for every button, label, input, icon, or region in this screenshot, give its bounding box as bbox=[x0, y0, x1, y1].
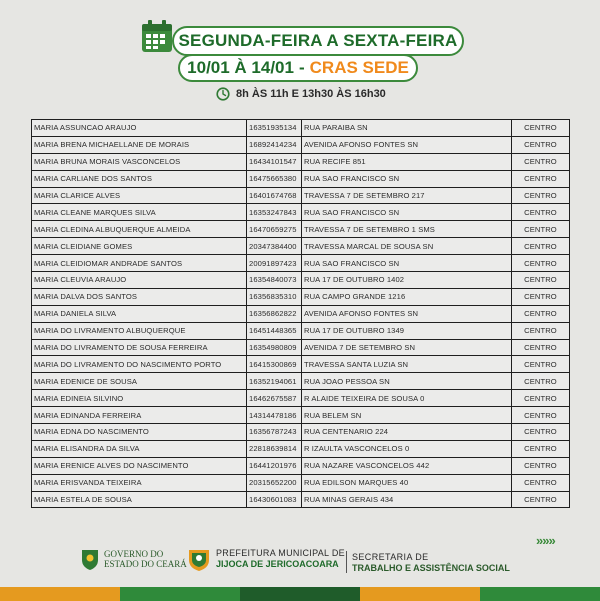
header bbox=[0, 0, 600, 110]
nis-cell: 16470659275 bbox=[247, 221, 302, 238]
name-cell: MARIA ESTELA DE SOUSA bbox=[32, 491, 247, 508]
locality-cell: CENTRO bbox=[512, 305, 570, 322]
nis-cell: 16434101547 bbox=[247, 153, 302, 170]
days-banner: SEGUNDA-FEIRA A SEXTA-FEIRA bbox=[172, 26, 464, 56]
name-cell: MARIA CLEIDIANE GOMES bbox=[32, 238, 247, 255]
name-cell: MARIA CLARICE ALVES bbox=[32, 187, 247, 204]
nis-cell: 22818639814 bbox=[247, 440, 302, 457]
address-cell: RUA PARAIBA SN bbox=[302, 120, 512, 137]
name-cell: MARIA ASSUNCAO ARAUJO bbox=[32, 120, 247, 137]
locality-cell: CENTRO bbox=[512, 136, 570, 153]
beneficiary-table bbox=[31, 119, 569, 508]
nis-cell: 16451448365 bbox=[247, 322, 302, 339]
address-cell: R IZAULTA VASCONCELOS 0 bbox=[302, 440, 512, 457]
address-cell: RUA RECIFE 851 bbox=[302, 153, 512, 170]
name-cell: MARIA EDINEIA SILVINO bbox=[32, 390, 247, 407]
locality-cell: CENTRO bbox=[512, 424, 570, 441]
dates-text: 10/01 À 14/01 bbox=[187, 58, 294, 77]
sec-line2: TRABALHO E ASSISTÊNCIA SOCIAL bbox=[352, 563, 510, 573]
sec-line1: SECRETARIA DE bbox=[352, 552, 429, 562]
footer bbox=[0, 543, 600, 577]
nis-cell: 20315652200 bbox=[247, 474, 302, 491]
nis-cell: 20347384400 bbox=[247, 238, 302, 255]
nis-cell: 16401674768 bbox=[247, 187, 302, 204]
table-row bbox=[32, 474, 570, 491]
name-cell: MARIA DO LIVRAMENTO DO NASCIMENTO PORTO bbox=[32, 356, 247, 373]
pref-line1: PREFEITURA MUNICIPAL DE bbox=[216, 548, 345, 558]
locality-cell: CENTRO bbox=[512, 255, 570, 272]
address-cell: RUA NAZARE VASCONCELOS 442 bbox=[302, 457, 512, 474]
table-row bbox=[32, 322, 570, 339]
name-cell: MARIA ELISANDRA DA SILVA bbox=[32, 440, 247, 457]
locality-cell: CENTRO bbox=[512, 440, 570, 457]
name-cell: MARIA DALVA DOS SANTOS bbox=[32, 288, 247, 305]
name-cell: MARIA DANIELA SILVA bbox=[32, 305, 247, 322]
address-cell: AVENIDA 7 DE SETEMBRO SN bbox=[302, 339, 512, 356]
locality-cell: CENTRO bbox=[512, 170, 570, 187]
location-text: CRAS SEDE bbox=[309, 58, 409, 77]
table-row bbox=[32, 491, 570, 508]
address-cell: RUA 17 DE OUTUBRO 1402 bbox=[302, 272, 512, 289]
locality-cell: CENTRO bbox=[512, 373, 570, 390]
locality-cell: CENTRO bbox=[512, 272, 570, 289]
stripe-segment bbox=[0, 587, 120, 601]
address-cell: RUA BELEM SN bbox=[302, 407, 512, 424]
nis-cell: 16892414234 bbox=[247, 136, 302, 153]
address-cell: RUA EDILSON MARQUES 40 bbox=[302, 474, 512, 491]
table-row bbox=[32, 136, 570, 153]
table-row bbox=[32, 288, 570, 305]
nis-cell: 16356787243 bbox=[247, 424, 302, 441]
name-cell: MARIA CLEANE MARQUES SILVA bbox=[32, 204, 247, 221]
locality-cell: CENTRO bbox=[512, 407, 570, 424]
table-row bbox=[32, 305, 570, 322]
table-row bbox=[32, 356, 570, 373]
name-cell: MARIA DO LIVRAMENTO ALBUQUERQUE bbox=[32, 322, 247, 339]
gov-line1: GOVERNO DO bbox=[104, 549, 164, 559]
address-cell: TRAVESSA MARCAL DE SOUSA SN bbox=[302, 238, 512, 255]
nis-cell: 16415300869 bbox=[247, 356, 302, 373]
locality-cell: CENTRO bbox=[512, 120, 570, 137]
address-cell: RUA JOAO PESSOA SN bbox=[302, 373, 512, 390]
name-cell: MARIA CLEDINA ALBUQUERQUE ALMEIDA bbox=[32, 221, 247, 238]
stripe-segment bbox=[240, 587, 360, 601]
name-cell: MARIA CARLIANE DOS SANTOS bbox=[32, 170, 247, 187]
hours-line bbox=[216, 86, 386, 102]
gov-line2: ESTADO DO CEARÁ bbox=[104, 559, 187, 569]
municipal-crest-icon bbox=[186, 546, 212, 572]
nis-cell: 20091897423 bbox=[247, 255, 302, 272]
table-row bbox=[32, 339, 570, 356]
table-row bbox=[32, 120, 570, 137]
name-cell: MARIA CLEUVIA ARAUJO bbox=[32, 272, 247, 289]
nis-cell: 16354980809 bbox=[247, 339, 302, 356]
stripe-segment bbox=[120, 587, 240, 601]
name-cell: MARIA ERISVANDA TEIXEIRA bbox=[32, 474, 247, 491]
table-row bbox=[32, 221, 570, 238]
locality-cell: CENTRO bbox=[512, 474, 570, 491]
nis-cell: 16351935134 bbox=[247, 120, 302, 137]
address-cell: RUA MINAS GERAIS 434 bbox=[302, 491, 512, 508]
municipality-logo bbox=[186, 546, 345, 572]
address-cell: RUA SAO FRANCISCO SN bbox=[302, 170, 512, 187]
table-row bbox=[32, 424, 570, 441]
table-row bbox=[32, 440, 570, 457]
address-cell: TRAVESSA 7 DE SETEMBRO 1 SMS bbox=[302, 221, 512, 238]
state-government-logo bbox=[80, 547, 187, 571]
locality-cell: CENTRO bbox=[512, 390, 570, 407]
nis-cell: 16356862822 bbox=[247, 305, 302, 322]
locality-cell: CENTRO bbox=[512, 238, 570, 255]
name-cell: MARIA CLEIDIOMAR ANDRADE SANTOS bbox=[32, 255, 247, 272]
name-cell: MARIA BRENA MICHAELLANE DE MORAIS bbox=[32, 136, 247, 153]
hours-text: 8h ÀS 11h E 13h30 ÀS 16h30 bbox=[236, 88, 386, 100]
color-stripe bbox=[0, 587, 600, 601]
locality-cell: CENTRO bbox=[512, 339, 570, 356]
address-cell: TRAVESSA 7 DE SETEMBRO 217 bbox=[302, 187, 512, 204]
address-cell: AVENIDA AFONSO FONTES SN bbox=[302, 305, 512, 322]
state-crest-icon bbox=[80, 547, 100, 571]
table-row bbox=[32, 204, 570, 221]
table-row bbox=[32, 272, 570, 289]
name-cell: MARIA ERENICE ALVES DO NASCIMENTO bbox=[32, 457, 247, 474]
nis-cell: 16356835310 bbox=[247, 288, 302, 305]
table-row bbox=[32, 390, 570, 407]
table-row bbox=[32, 170, 570, 187]
locality-cell: CENTRO bbox=[512, 457, 570, 474]
locality-cell: CENTRO bbox=[512, 221, 570, 238]
dates-separator: - bbox=[298, 58, 305, 77]
address-cell: RUA SAO FRANCISCO SN bbox=[302, 204, 512, 221]
table-row bbox=[32, 187, 570, 204]
locality-cell: CENTRO bbox=[512, 204, 570, 221]
stripe-segment bbox=[480, 587, 600, 601]
address-cell: TRAVESSA SANTA LUZIA SN bbox=[302, 356, 512, 373]
address-cell: AVENIDA AFONSO FONTES SN bbox=[302, 136, 512, 153]
locality-cell: CENTRO bbox=[512, 187, 570, 204]
address-cell: RUA CENTENARIO 224 bbox=[302, 424, 512, 441]
name-cell: MARIA EDNA DO NASCIMENTO bbox=[32, 424, 247, 441]
nis-cell: 16462675587 bbox=[247, 390, 302, 407]
footer-divider bbox=[346, 551, 347, 573]
locality-cell: CENTRO bbox=[512, 288, 570, 305]
secretariat-label bbox=[352, 552, 510, 574]
name-cell: MARIA EDINANDA FERREIRA bbox=[32, 407, 247, 424]
clock-icon bbox=[216, 87, 230, 101]
locality-cell: CENTRO bbox=[512, 322, 570, 339]
table-row bbox=[32, 255, 570, 272]
table-row bbox=[32, 457, 570, 474]
pref-line2: JIJOCA DE JERICOACOARA bbox=[216, 559, 339, 569]
address-cell: RUA SAO FRANCISCO SN bbox=[302, 255, 512, 272]
nis-cell: 16353247843 bbox=[247, 204, 302, 221]
name-cell: MARIA DO LIVRAMENTO DE SOUSA FERREIRA bbox=[32, 339, 247, 356]
nis-cell: 14314478186 bbox=[247, 407, 302, 424]
locality-cell: CENTRO bbox=[512, 491, 570, 508]
address-cell: RUA 17 DE OUTUBRO 1349 bbox=[302, 322, 512, 339]
table-row bbox=[32, 407, 570, 424]
nis-cell: 16475665380 bbox=[247, 170, 302, 187]
table-row bbox=[32, 238, 570, 255]
nis-cell: 16441201976 bbox=[247, 457, 302, 474]
nis-cell: 16430601083 bbox=[247, 491, 302, 508]
name-cell: MARIA BRUNA MORAIS VASCONCELOS bbox=[32, 153, 247, 170]
table-row bbox=[32, 373, 570, 390]
table-row bbox=[32, 153, 570, 170]
table-body bbox=[32, 120, 570, 508]
dates-banner bbox=[178, 54, 418, 82]
address-cell: R ALAIDE TEIXEIRA DE SOUSA 0 bbox=[302, 390, 512, 407]
name-cell: MARIA EDENICE DE SOUSA bbox=[32, 373, 247, 390]
nis-cell: 16354840073 bbox=[247, 272, 302, 289]
arrows-icon: »»» bbox=[536, 533, 555, 548]
calendar-icon bbox=[140, 18, 176, 54]
stripe-segment bbox=[360, 587, 480, 601]
address-cell: RUA CAMPO GRANDE 1216 bbox=[302, 288, 512, 305]
nis-cell: 16352194061 bbox=[247, 373, 302, 390]
locality-cell: CENTRO bbox=[512, 356, 570, 373]
locality-cell: CENTRO bbox=[512, 153, 570, 170]
